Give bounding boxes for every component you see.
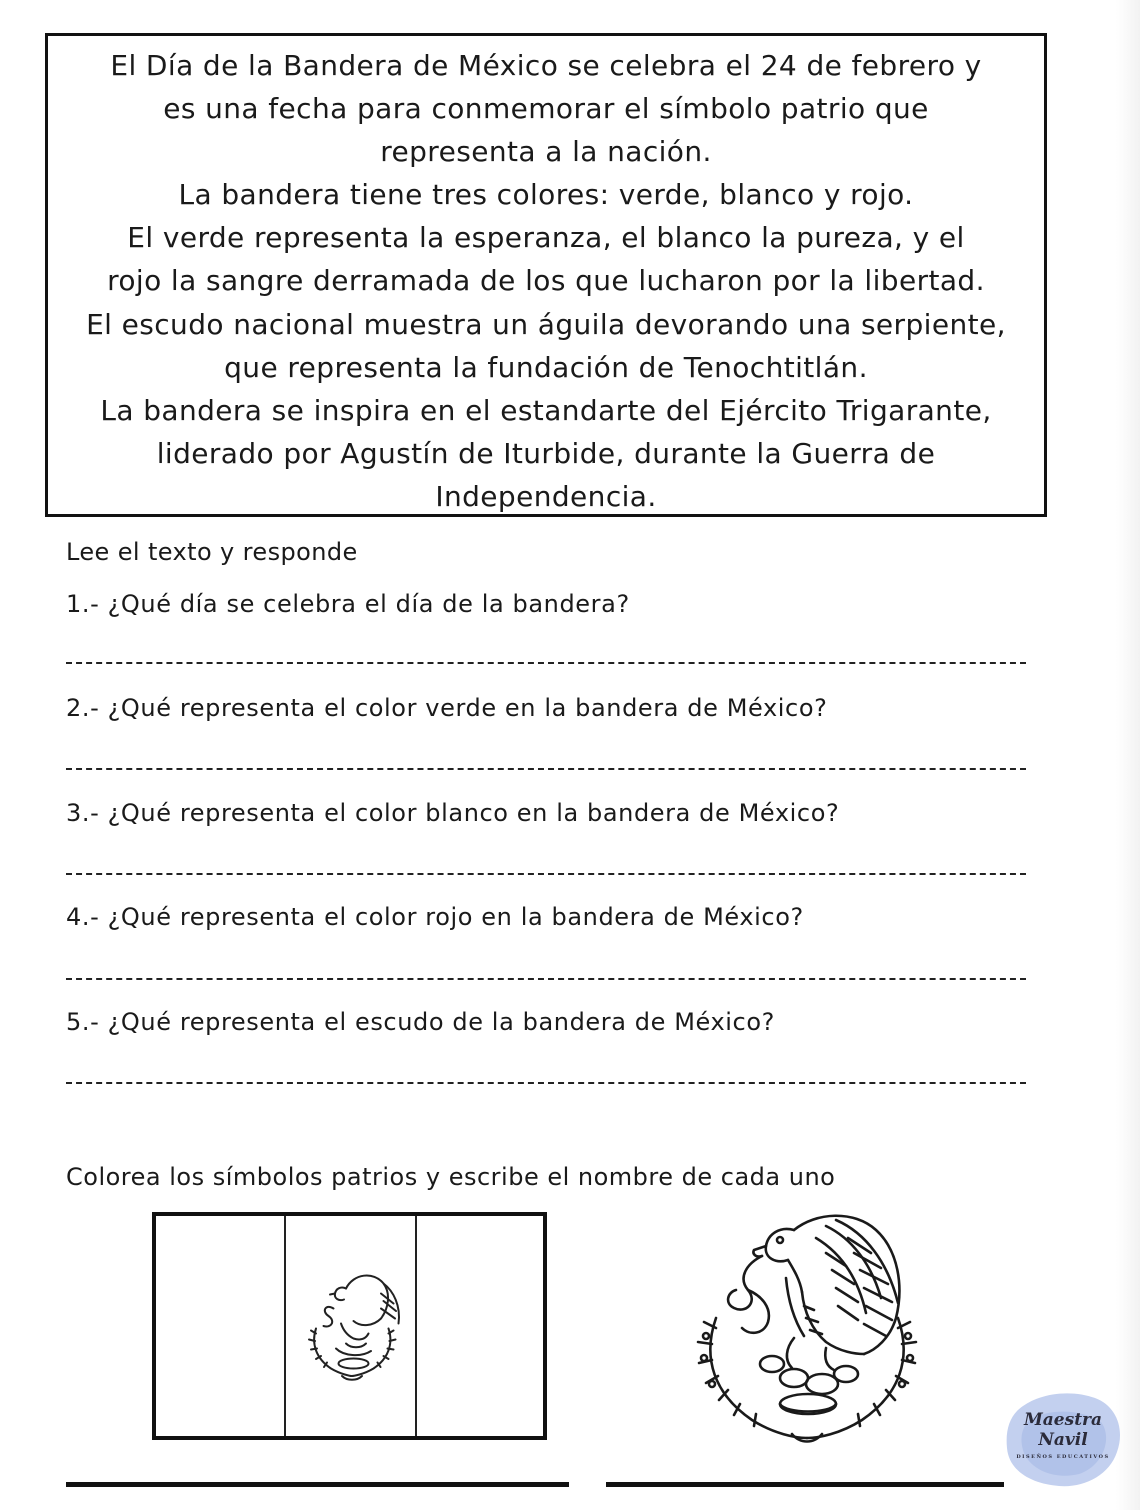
reading-instruction: Lee el texto y responde bbox=[66, 538, 358, 566]
question-5: 5.- ¿Qué representa el escudo de la bandera de México? bbox=[66, 1008, 775, 1036]
reading-text-box bbox=[45, 33, 1047, 517]
coat-of-arms-name-line[interactable] bbox=[606, 1482, 1004, 1487]
answer-line-3[interactable] bbox=[66, 873, 1026, 875]
flag-stripe-right[interactable] bbox=[417, 1216, 543, 1436]
flag-coat-of-arms-icon bbox=[286, 1268, 417, 1388]
reading-line: La bandera tiene tres colores: verde, blanco y rojo. bbox=[178, 178, 914, 212]
flag-name-line[interactable] bbox=[66, 1482, 569, 1487]
reading-line: Independencia. bbox=[435, 479, 657, 513]
logo-line-1: Maestra bbox=[1023, 1410, 1103, 1430]
flag-stripe-left[interactable] bbox=[156, 1216, 286, 1436]
question-2: 2.- ¿Qué representa el color verde en la bandera de México? bbox=[66, 694, 828, 722]
question-3: 3.- ¿Qué representa el color blanco en la bandera de México? bbox=[66, 799, 840, 827]
reading-line: El verde representa la esperanza, el blanco la pureza, y el bbox=[127, 221, 965, 255]
logo-tagline: DISEÑOS EDUCATIVOS bbox=[1016, 1454, 1110, 1460]
reading-line: es una fecha para conmemorar el símbolo patrio que bbox=[163, 92, 929, 126]
coat-of-arms-icon[interactable] bbox=[676, 1208, 938, 1446]
reading-line: liderado por Agustín de Iturbide, durante la Guerra de bbox=[156, 436, 936, 470]
flag-drawing[interactable] bbox=[152, 1212, 547, 1440]
reading-line: La bandera se inspira en el estandarte del Ejército Trigarante, bbox=[100, 393, 992, 427]
answer-line-1[interactable] bbox=[66, 662, 1026, 664]
maestra-navil-logo bbox=[1003, 1388, 1123, 1492]
answer-line-2[interactable] bbox=[66, 768, 1026, 770]
reading-line: representa a la nación. bbox=[380, 135, 712, 169]
reading-line: El Día de la Bandera de México se celebra el 24 de febrero y bbox=[110, 49, 982, 82]
reading-line: El escudo nacional muestra un águila devorando una serpiente, bbox=[86, 307, 1006, 341]
logo-line-2: Navil bbox=[1038, 1430, 1088, 1450]
answer-line-4[interactable] bbox=[66, 978, 1026, 980]
reading-line: que representa la fundación de Tenochtitlán. bbox=[224, 350, 868, 384]
question-4: 4.- ¿Qué representa el color rojo en la bandera de México? bbox=[66, 903, 804, 931]
page-edge bbox=[1116, 0, 1140, 1510]
reading-line: rojo la sangre derramada de los que lucharon por la libertad. bbox=[107, 264, 985, 298]
answer-line-5[interactable] bbox=[66, 1082, 1026, 1084]
coloring-instruction: Colorea los símbolos patrios y escribe el nombre de cada uno bbox=[66, 1163, 836, 1191]
question-1: 1.- ¿Qué día se celebra el día de la bandera? bbox=[66, 590, 630, 618]
